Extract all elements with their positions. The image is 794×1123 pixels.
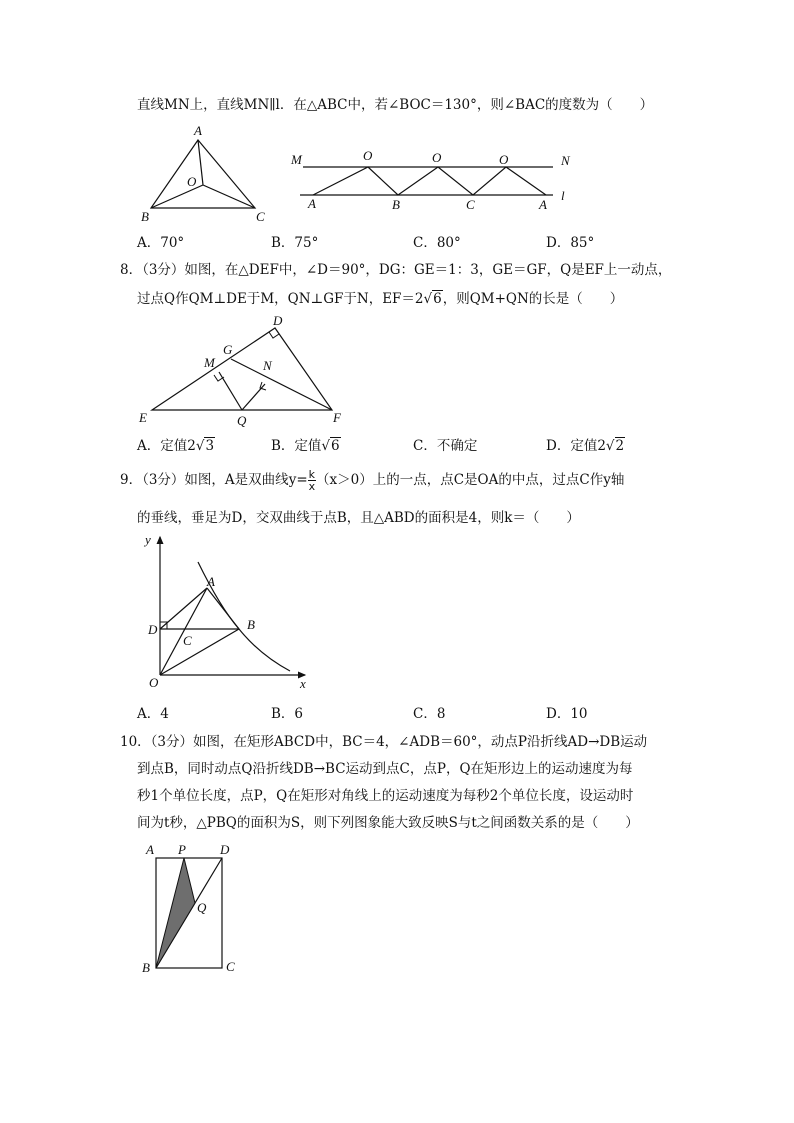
q8-label-d: D xyxy=(273,313,283,328)
q10-label-p: P xyxy=(178,842,186,857)
q8-option-a[interactable]: A．定值2√3 xyxy=(137,438,215,454)
q8-option-c[interactable] xyxy=(413,436,477,456)
q7-option-c[interactable]: C．80° xyxy=(413,235,461,251)
q10-shaded-triangle xyxy=(156,858,195,968)
q7-option-b[interactable]: B．75° xyxy=(271,235,319,251)
q10-label-d: D xyxy=(220,842,230,857)
q9-option-c[interactable]: C．8 xyxy=(413,706,446,722)
q9-label-c: C xyxy=(183,633,192,648)
q10-line1: 10．（3分）如图，在矩形ABCD中，BC＝4，∠ADB＝60°，动点P沿折线AD→DB运动 xyxy=(120,734,648,750)
q8-label-m: M xyxy=(204,355,215,370)
q8-label-n: N xyxy=(263,358,272,373)
q9-option-d[interactable]: D．10 xyxy=(546,706,588,722)
q8-option-b[interactable]: B．定值√6 xyxy=(271,438,340,454)
q7-label-o1: O xyxy=(363,148,373,163)
q8-ef-coef: 2 xyxy=(414,291,424,307)
q10-line3: 秒1个单位长度，点P，Q在矩形对角线上的运动速度为每秒2个单位长度，设运动时 xyxy=(137,788,634,804)
q8-option-c-prefix: C．不确定 xyxy=(413,438,478,454)
q8-ef-radicand: 6 xyxy=(433,291,442,307)
q9-line1 xyxy=(120,469,624,492)
q10-label-c: C xyxy=(226,959,235,974)
q9-line1-b: 上的一点，点C是OA的中点，过点C作y轴 xyxy=(372,472,625,488)
q7-label-o: O xyxy=(187,174,197,189)
q10-label-q: Q xyxy=(197,900,207,915)
q9-figure xyxy=(135,532,315,697)
q7-label-l: l xyxy=(561,188,565,203)
q9-label-o: O xyxy=(149,675,159,690)
q7-label-o2: O xyxy=(432,150,442,165)
q10-line4: 间为t秒，△PBQ的面积为S，则下列图象能大致反映S与t之间函数关系的是（ ） xyxy=(137,815,639,831)
q10-label-b: B xyxy=(142,960,150,975)
q8-line2-a: 过点Q作QM⊥DE于M，QN⊥GF于N，EF＝ xyxy=(137,291,415,307)
q7-label-m: M xyxy=(291,152,302,167)
q7-option-a[interactable]: A．70° xyxy=(137,235,185,251)
q8-label-q: Q xyxy=(237,413,247,428)
q10-label-a: A xyxy=(146,842,154,857)
q7-label-o3: O xyxy=(499,152,509,167)
q9-option-a[interactable]: A．4 xyxy=(137,706,169,722)
q9-label-d: D xyxy=(148,622,158,637)
q7-label-c: C xyxy=(256,209,265,224)
q9-line1-a: 9．（3分）如图，A是双曲线 xyxy=(120,472,289,488)
q8-figure xyxy=(135,312,365,437)
q9-y-eq: y= xyxy=(288,472,308,488)
q8-label-f: F xyxy=(333,410,341,425)
q7-label-b: B xyxy=(392,197,400,212)
q9-frac-num: k xyxy=(308,468,316,481)
q9-fraction xyxy=(308,469,316,492)
q9-option-b[interactable]: B．6 xyxy=(271,706,304,722)
q8-option-d-prefix: D．定值 xyxy=(546,438,598,454)
q9-condition: （x＞0） xyxy=(316,472,373,488)
q7-label-c: C xyxy=(466,197,475,212)
q7-figure-parallel-lines xyxy=(288,145,588,215)
q9-label-b: B xyxy=(247,617,255,632)
q8-option-d[interactable]: D．定值2√2 xyxy=(546,438,625,454)
q8-option-b-radicand: 6 xyxy=(331,438,340,454)
q7-label-b: B xyxy=(141,209,149,224)
q7-label-a2: A xyxy=(539,197,547,212)
q10-figure xyxy=(140,838,250,978)
q8-option-d-coef: 2 xyxy=(597,438,606,454)
q7-option-d[interactable]: D．85° xyxy=(546,235,595,251)
q9-line2: 的垂线，垂足为D，交双曲线于点B，且△ABD的面积是4，则k＝（ ） xyxy=(137,510,580,526)
q10-line2: 到点B，同时动点Q沿折线DB→BC运动到点C，点P，Q在矩形边上的运动速度为每 xyxy=(137,761,633,777)
q7-intro: 直线MN上，直线MN∥l．在△ABC中，若∠BOC＝130°，则∠BAC的度数为（ ） xyxy=(137,97,654,113)
q8-label-g: G xyxy=(223,342,233,357)
q7-figure-triangle xyxy=(135,120,275,230)
q8-label-e: E xyxy=(139,410,147,425)
q9-label-x: x xyxy=(300,676,306,691)
q7-label-a1: A xyxy=(308,196,316,211)
q8-option-b-prefix: B．定值 xyxy=(271,438,322,454)
q8-option-a-prefix: A．定值 xyxy=(137,438,188,454)
q8-option-a-coef: 2 xyxy=(187,438,196,454)
q9-label-y: y xyxy=(145,532,151,547)
q7-label-n: N xyxy=(561,153,570,168)
q8-line1: 8．（3分）如图，在△DEF中，∠D＝90°，DG：GE＝1：3，GE＝GF，Q是EF上一动点， xyxy=(120,262,672,278)
q9-frac-den: x xyxy=(308,480,316,493)
q8-option-a-radicand: 3 xyxy=(205,438,215,454)
q9-label-a: A xyxy=(207,574,215,589)
q8-option-d-radicand: 2 xyxy=(615,438,625,454)
q8-line2: 过点Q作QM⊥DE于M，QN⊥GF于N，EF＝2√6，则QM+QN的长是（ ） xyxy=(137,291,624,307)
q7-label-a: A xyxy=(194,123,202,138)
q8-line2-b: ，则QM+QN的长是（ ） xyxy=(442,291,624,307)
